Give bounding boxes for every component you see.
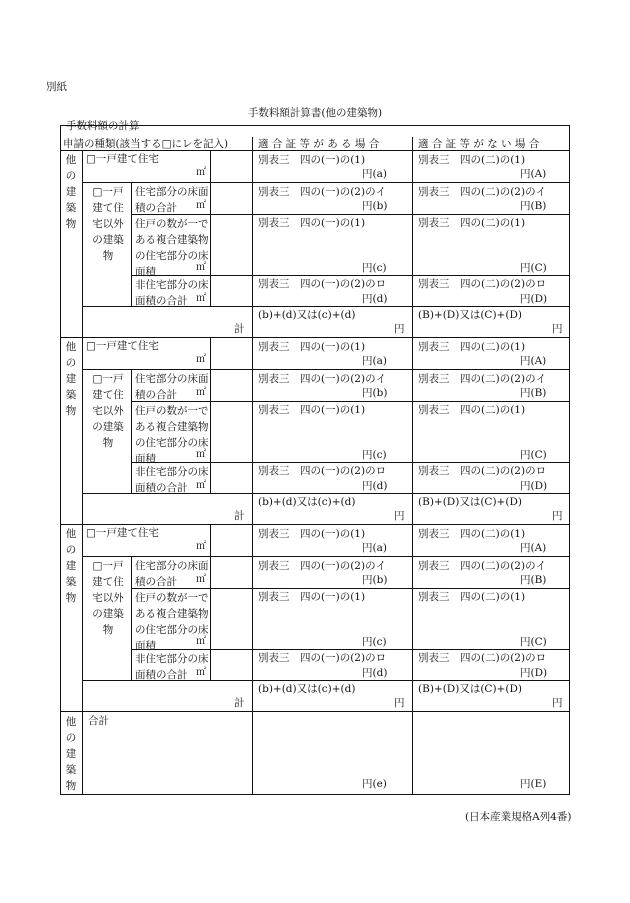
sum-with-cert: (b)+(d)又は(c)+(d) (258, 496, 356, 508)
fee-row-a: 別表三 四の(一)の(1) (258, 528, 366, 540)
yen-b: 円(b) (362, 574, 388, 586)
other-building-label: 他の建築物 (65, 341, 77, 417)
yen: 円 (552, 510, 563, 522)
yen-d: 円(d) (362, 480, 388, 492)
fee-row-a: 別表三 四の(一)の(1) (258, 341, 366, 353)
grid-line (252, 150, 253, 337)
yen-d: 円(d) (362, 293, 388, 305)
grid-line (82, 680, 131, 681)
yen-A: 円(A) (520, 542, 547, 554)
grid-line (412, 711, 413, 795)
grid-line (82, 556, 570, 557)
unit: ㎡ (196, 449, 206, 460)
yen-A: 円(A) (520, 168, 547, 180)
yen-c: 円(c) (362, 262, 387, 274)
yen-C: 円(C) (520, 449, 547, 461)
header-without-cert: 適 合 証 等 が な い 場 合 (418, 138, 540, 150)
yen-a: 円(a) (362, 355, 387, 367)
yen-B: 円(B) (520, 200, 547, 212)
nonhousing-area-label: 非住宅部分の床面積の合計 (135, 466, 209, 494)
total-label: 計 (234, 510, 245, 522)
fee-row-C: 別表三 四の(二)の(1) (418, 217, 526, 229)
fee-row-B: 別表三 四の(二)の(2)のイ (418, 560, 547, 572)
yen-d: 円(d) (362, 667, 388, 679)
yen-a: 円(a) (362, 542, 387, 554)
yen: 円 (552, 323, 563, 335)
yen-D: 円(D) (520, 667, 548, 679)
yen-c: 円(c) (362, 449, 387, 461)
one-house-label: □一戸建て住宅 (86, 527, 159, 539)
fee-row-D: 別表三 四の(二)の(2)のロ (418, 652, 547, 664)
unit: ㎡ (196, 667, 206, 678)
yen: 円 (552, 697, 563, 709)
yen-E: 円(E) (520, 778, 547, 790)
form-subtitle: 手数料額の計算 (66, 120, 140, 132)
yen-D: 円(D) (520, 480, 548, 492)
grid-line (412, 524, 413, 711)
nonhousing-area-label: 非住宅部分の床面積の合計 (135, 279, 209, 307)
fee-row-c: 別表三 四の(一)の(1) (258, 217, 366, 229)
fee-row-a: 別表三 四の(一)の(1) (258, 154, 366, 166)
grid-line (252, 711, 253, 795)
grid-line (252, 337, 253, 524)
header-type: 申請の種類(該当する□にレを記入) (63, 138, 229, 150)
fee-row-B: 別表三 四の(二)の(2)のイ (418, 373, 547, 385)
fee-row-d: 別表三 四の(一)の(2)のロ (258, 465, 387, 477)
fee-row-D: 別表三 四の(二)の(2)のロ (418, 278, 547, 290)
grid-line (210, 493, 570, 494)
sum-without-cert: (B)+(D)又は(C)+(D) (418, 496, 522, 508)
non-one-house-label: □一戸建て住宅以外の建築物 (92, 373, 124, 449)
fee-row-d: 別表三 四の(一)の(2)のロ (258, 652, 387, 664)
yen-B: 円(B) (520, 574, 547, 586)
grid-line (412, 337, 413, 524)
sum-without-cert: (B)+(D)又は(C)+(D) (418, 309, 522, 321)
other-building-label: 他の建築物 (65, 154, 77, 230)
grid-line (210, 306, 570, 307)
unit: ㎡ (196, 387, 206, 398)
header-with-cert: 適 合 証 等 が あ る 場 合 (258, 138, 380, 150)
unit: ㎡ (196, 574, 206, 585)
non-one-house-label: □一戸建て住宅以外の建築物 (92, 186, 124, 262)
other-building-label: 他の建築物 (65, 716, 77, 792)
yen-B: 円(B) (520, 387, 547, 399)
housing-area-label: 住宅部分の床面積の合計 (135, 560, 209, 588)
fee-row-A: 別表三 四の(二)の(1) (418, 154, 526, 166)
fee-row-c: 別表三 四の(一)の(1) (258, 404, 366, 416)
grid-line (82, 369, 570, 370)
multi-unit-area-label: 住戸の数が一である複合建築物の住宅部分の床面積 (135, 218, 209, 278)
grid-line (60, 711, 570, 712)
fee-row-d: 別表三 四の(一)の(2)のロ (258, 278, 387, 290)
grid-line (82, 337, 83, 524)
unit: ㎡ (196, 480, 206, 491)
multi-unit-area-label: 住戸の数が一である複合建築物の住宅部分の床面積 (135, 405, 209, 465)
unit: ㎡ (196, 167, 206, 178)
unit: ㎡ (196, 636, 206, 647)
form-title: 手数料額計算書(他の建築物) (247, 107, 383, 119)
fee-row-C: 別表三 四の(二)の(1) (418, 591, 526, 603)
yen-A: 円(A) (520, 355, 547, 367)
fee-row-b: 別表三 四の(一)の(2)のイ (258, 373, 387, 385)
unit: ㎡ (196, 354, 206, 365)
unit: ㎡ (196, 293, 206, 304)
grid-line (60, 337, 570, 338)
fee-row-C: 別表三 四の(二)の(1) (418, 404, 526, 416)
grid-line (60, 524, 570, 525)
total-label: 計 (234, 697, 245, 709)
footer-note: (日本産業規格A列4番) (465, 811, 572, 823)
other-building-label: 他の建築物 (65, 528, 77, 604)
sum-with-cert: (b)+(d)又は(c)+(d) (258, 309, 356, 321)
grid-line (412, 150, 413, 337)
multi-unit-area-label: 住戸の数が一である複合建築物の住宅部分の床面積 (135, 592, 209, 652)
grid-line (82, 493, 131, 494)
total-label: 計 (234, 323, 245, 335)
attachment-label: 別紙 (46, 81, 67, 93)
grid-line (252, 137, 253, 150)
nonhousing-area-label: 非住宅部分の床面積の合計 (135, 653, 209, 681)
yen-C: 円(C) (520, 636, 547, 648)
yen: 円 (394, 323, 405, 335)
yen: 円 (394, 510, 405, 522)
non-one-house-label: □一戸建て住宅以外の建築物 (92, 560, 124, 636)
housing-area-label: 住宅部分の床面積の合計 (135, 373, 209, 401)
unit: ㎡ (196, 262, 206, 273)
grid-line (252, 524, 253, 711)
housing-area-label: 住宅部分の床面積の合計 (135, 186, 209, 214)
grid-line (210, 680, 570, 681)
grid-line (82, 306, 131, 307)
sum-without-cert: (B)+(D)又は(C)+(D) (418, 683, 522, 695)
fee-row-c: 別表三 四の(一)の(1) (258, 591, 366, 603)
one-house-label: □一戸建て住宅 (86, 340, 159, 352)
yen-a: 円(a) (362, 168, 387, 180)
fee-row-D: 別表三 四の(二)の(2)のロ (418, 465, 547, 477)
fee-row-B: 別表三 四の(二)の(2)のイ (418, 186, 547, 198)
grid-line (131, 182, 132, 306)
grid-line (131, 369, 132, 493)
grid-line (82, 150, 83, 337)
fee-row-b: 別表三 四の(一)の(2)のイ (258, 186, 387, 198)
grid-line (82, 524, 83, 711)
yen-D: 円(D) (520, 293, 548, 305)
yen-b: 円(b) (362, 200, 388, 212)
yen-b: 円(b) (362, 387, 388, 399)
grand-total-label: 合計 (88, 715, 109, 727)
grid-line (82, 711, 83, 795)
grid-line (82, 182, 570, 183)
yen-C: 円(C) (520, 262, 547, 274)
one-house-label: □一戸建て住宅 (86, 153, 159, 165)
yen-c: 円(c) (362, 636, 387, 648)
unit: ㎡ (196, 541, 206, 552)
unit: ㎡ (196, 200, 206, 211)
yen-e: 円(e) (362, 778, 387, 790)
fee-row-b: 別表三 四の(一)の(2)のイ (258, 560, 387, 572)
sum-with-cert: (b)+(d)又は(c)+(d) (258, 683, 356, 695)
grid-line (412, 137, 413, 150)
fee-row-A: 別表三 四の(二)の(1) (418, 341, 526, 353)
grid-line (131, 556, 132, 680)
fee-row-A: 別表三 四の(二)の(1) (418, 528, 526, 540)
yen: 円 (394, 697, 405, 709)
